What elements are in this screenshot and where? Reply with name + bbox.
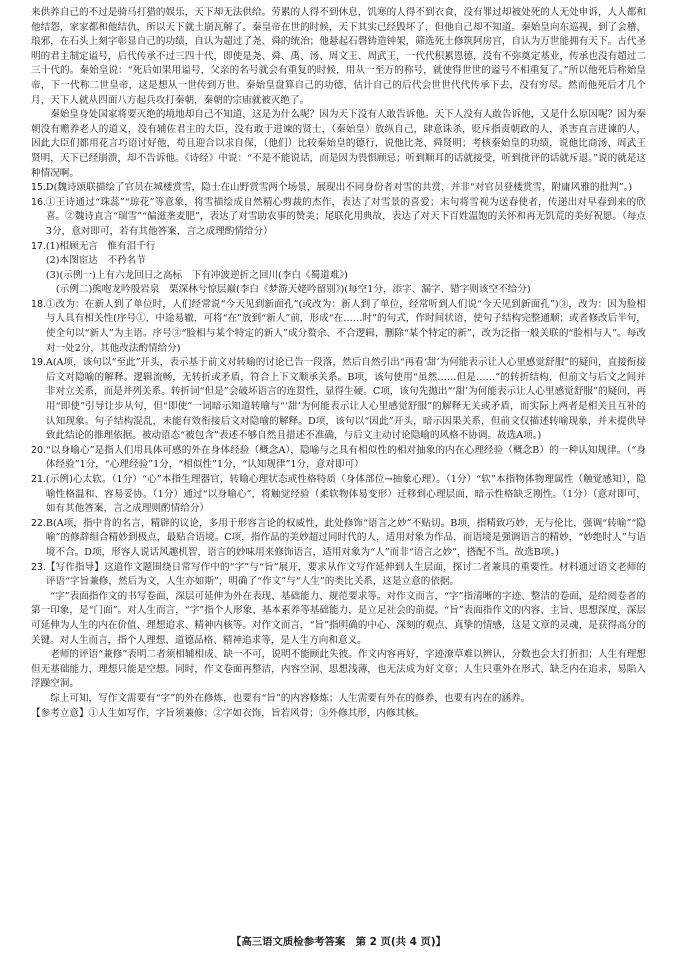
answer-17-line-1: (1)相顾无言 惟有泪千行	[45, 240, 156, 252]
essay-paragraph-1: “字”表面指作文的书写卷面，深层可延伸为外在表现、基础能力、规范要求等。对作文而言，“字”指清晰的字迹、整洁的卷面，是给阅卷者的第一印象，是“门面”。对人生而言，“字”指个人形象、基本素养等基础能力，是立足社会的前提。“旨”表面指作文的内容、主旨、思想深度，深层可延伸为人生的内在价值、理想追求、精神内核等。对作文而言，“旨”指明确的中心、深刻的观点、真挚的情感，这是文章的灵魂，是获得高分的关键。对人生而言，指个人理想、道德品格、精神追求等，是人生方向和意义。	[31, 590, 646, 646]
answer-page	[31, 6, 646, 721]
answer-text: “以身喻心”是指人们用具体可感的外在身体经验（概念A），隐喻与之具有相似性的相对抽象的内在心理经验（概念B）的一种认知规律。（“身体经验”1分，“心理经验”1分，“相似性”1分，“认知规律”1分，意对即可）	[45, 444, 646, 471]
answer-number: 17.	[31, 240, 46, 252]
answer-19	[31, 356, 646, 444]
answer-text: B(A项，指中肯的名言，精辟的议论，多用于形容言论的权威性，此处修饰“语言之妙”不贴切。B项，指精致巧妙，无与伦比，强调“转喻”“隐喻”的修辞组合精妙到极点，最贴合语境。C项，指作品的美妙超过同时代的人，适用对象为作品，而语境是强调语言的精妙，“妙绝时人”与语境不合。D项，形容人说话风趣机智，语言的妙味用来修饰语言，适用对象为“人”而非“语言之妙”，搭配不当。故选B项。)	[45, 517, 646, 558]
reference-ideas: 【参考立意】①人生如写作，字旨须兼修；②字如衣饰，旨若风骨；③外修其形，内修其核。	[31, 707, 425, 719]
answer-20	[31, 444, 646, 473]
answer-15	[31, 181, 646, 196]
answer-number: 23.	[31, 561, 46, 573]
answer-text: A(A项，该句以“至此”开头，表示基于前文对转喻的讨论已告一段落，然后自然引出“再看‘甜’为何能表示让人心里感觉舒服”的疑问，直接衔接后文对隐喻的解释。逻辑流畅，无转折或矛盾，符合上下文顺承关系。B项，该句使用“虽然……但是……”的转折结构，但前文与后文之间并非对立关系，而是并列关系。转折词“但是”会破坏语言的连贯性，显得生硬。C项，该句先抛出“‘甜’为何能表示让人心里感觉舒服”的疑问，再用“即使”引导让步从句，但“即使”一词暗示知道转喻与“‘甜’为何能表示让人心里感觉舒服”的解释无关或矛盾，而实际上两者是相关且互补的认知现象。句子结构混乱，未能有效衔接后文对隐喻的解释。D项，该句以“因此”开头，暗示因果关系，但前文仅描述转喻现象，并未提供导致此结论的推理依据。被动语态“被包含”表述不够自然且措述不准确，与后文主动讨论隐喻的风格不协调。故选A项。)	[45, 357, 646, 442]
answer-text: 【写作指导】这道作文题围绕日常写作中的“字”与“旨”展开，要求从作文写作延伸到人生层面，探讨二者兼具的重要性。材料通过语文老师的评语“字旨兼修，然后为文，人生亦如斯”，明确了“作文”与“人生”的类比关系，这是立意的依据。	[45, 561, 646, 588]
answer-21	[31, 473, 646, 517]
answer-18	[31, 298, 646, 356]
essay-paragraph-2: 老师的评语“兼修”表明二者须相辅相成、缺一不可，说明不能顾此失彼。作文内容再好，字迹潦草难以辨认，分数也会大打折扣；人生有理想但无基础能力，理想只能是空想。同时，作文卷面再整洁，内容空洞、思想浅薄，也无法成为好文章；人生只重外在形式、缺乏内在追求，易陷入浮躁空洞。	[31, 649, 646, 690]
answer-text: D(魏诗颂联描绘了官员在城楼赏雪，隐士在山野赏雪两个场景，展现出不同身份者对雪的共赏，并非“对官员登楼赏雪，附庸风雅的批判”。)	[45, 182, 633, 194]
answer-number: 18.	[31, 298, 46, 310]
answer-23	[31, 561, 646, 590]
essay-paragraph-3: 综上可知，写作文需要有“字”的外在修炼，也要有“旨”的内容修炼；人生需要有外在的修养，也要有内在的涵养。	[50, 692, 531, 704]
answer-17-lines	[46, 240, 646, 298]
answer-number: 16.	[31, 196, 46, 208]
translation-paragraph-2: 秦始皇身处国家将要灭绝的境地却自己不知道，这是为什么呢？因为天下没有人敢告诉他。天下人没有人敢告诉他，又是什么原因呢？因为秦朝没有赡养老人的道义，没有辅佐君主的大臣，没有敢于进谏的贤士，（秦始皇）放纵自己，肆意诛杀，贬斥指责朝政的人，杀害直言进谏的人，因此大臣们都用花言巧语讨好他，苟且迎合以求自保，（他们）比较秦始皇的德行，说他比尧、舜贤明；考核秦始皇的功绩，说他比商汤、周武王贤明，天下已经崩溃，却不告诉他。《诗经》中说：“不是不能说话，而是因为畏惧顾忌；听到顺耳的话就接受，听到批评的话就斥退。”说的就是这种情况啊。	[31, 109, 646, 179]
answer-17-line-3: (3)(示例一)上有六龙回日之高标 下有冲波逆折之回川(李白《蜀道难》)	[45, 269, 348, 281]
answer-17-line-4: (示例二)熊咆龙吟殷岩泉 栗深林兮惊层巅(李白《梦游天姥吟留别》)(每空1分，添字、漏字、错字则该空不给分)	[55, 284, 531, 296]
answer-number: 21.	[31, 474, 46, 485]
translation-paragraph-1: 来供养自己的不过是骑马打猎的娱乐，天下却无法供给。劳累的人得不到休息，饥寒的人得不到衣食，没有罪过却被处死的人无处申诉，人人都和他结怨，家家都和他结仇，所以天下就土崩瓦解了。秦皇帝在世的时候，天下其实已经毁坏了，但他自己却不知道。秦始皇向东巡视，到了会稽、琅邪，在石头上刻字彰显自己的功绩，自认为超过了尧、舜的统治；他悬起石磬铸造钟架，筛选死土修筑阿房宫，自认为万世能拥有天下。古代圣明的君主制定谥号，后代传承不过三四十代，即使是尧、舜、禹、汤、周文王、周武王，一代代积累恩德，没有不弥奠定基业，传承也没有超过二三十代的。秦始皇说：“死后如果用谥号，父亲的名号就会有重复的时候，用从一至万的称号，就使得世世的谥号不相重复了。”所以他死后称始皇帝，下一代称二世皇帝，这是想从一世传到万世。秦始皇盘算自己的功德，估计自己的后代会世世代代传承下去，没有穷尽。然而他死后才几个月，天下人就从四面八方起兵攻打秦朝，秦朝的宗庙就被灭绝了。	[31, 7, 646, 106]
answer-22	[31, 517, 646, 561]
answer-17	[31, 240, 646, 298]
answer-number: 19.	[31, 357, 46, 369]
page-footer: 【高三语文质检参考答案 第 2 页(共 4 页)】	[230, 936, 447, 948]
answer-text: (示例)心太软。（1分）“心”本指生理器官，转喻心理状态或性格特质（身体部位→抽象心理）。（1分）“软”本指物体物理属性（触觉感知），隐喻性格温和、容易妥协。（1分）通过“以身喻心”，将触觉经验（柔软物体易变形）迁移到心理层面，暗示性格缺乏刚性。（1分）（意对即可，如有其他答案，言之成理则酌情给分）	[45, 474, 646, 515]
answer-text: ①改为：在新人到了单位时，人们经常说“今天见到新面孔”(或改为：新人到了单位，经常听到人们说“今天见到新面孔”)③，改为：因为脸相与人具有相关性(序号①，中途易辙，可将“在”放到“新人”前，形成“在……时”的句式，作时间状语，使句子结构完整通顺；或者修改后半句，使全句以“新人”为主语。序号③“脸相与某个特定的新人”成分赘余、不合逻辑，删除“某个特定的新”，改为泛指一般关联的“脸相与人”。每改对一处2分，其他改法酌情给分)	[45, 298, 646, 354]
answer-number: 20.	[31, 444, 46, 456]
answer-text: ①王诗通过“珠蕊”“琼花”等意象，将雪描绘成自然精心剪裁的杰作，表达了对雪景的喜爱；末句将雪视为送春使者，传递出对早春到来的欣喜。②魏诗直言“瑞雪”“偏滋垄麦肥”，表达了对雪助农事的赞美；尾联化用典故，表达了对天下百姓温饱的关怀和再无饥荒的美好祝愿。（每点3分，意对即可，若有其他答案，言之成理酌情给分）	[45, 196, 646, 237]
answer-17-line-2: (2)本图宦达 不矜名节	[45, 255, 146, 267]
answer-number: 15.	[31, 182, 46, 194]
answer-16	[31, 196, 646, 240]
answer-number: 22.	[31, 517, 46, 529]
